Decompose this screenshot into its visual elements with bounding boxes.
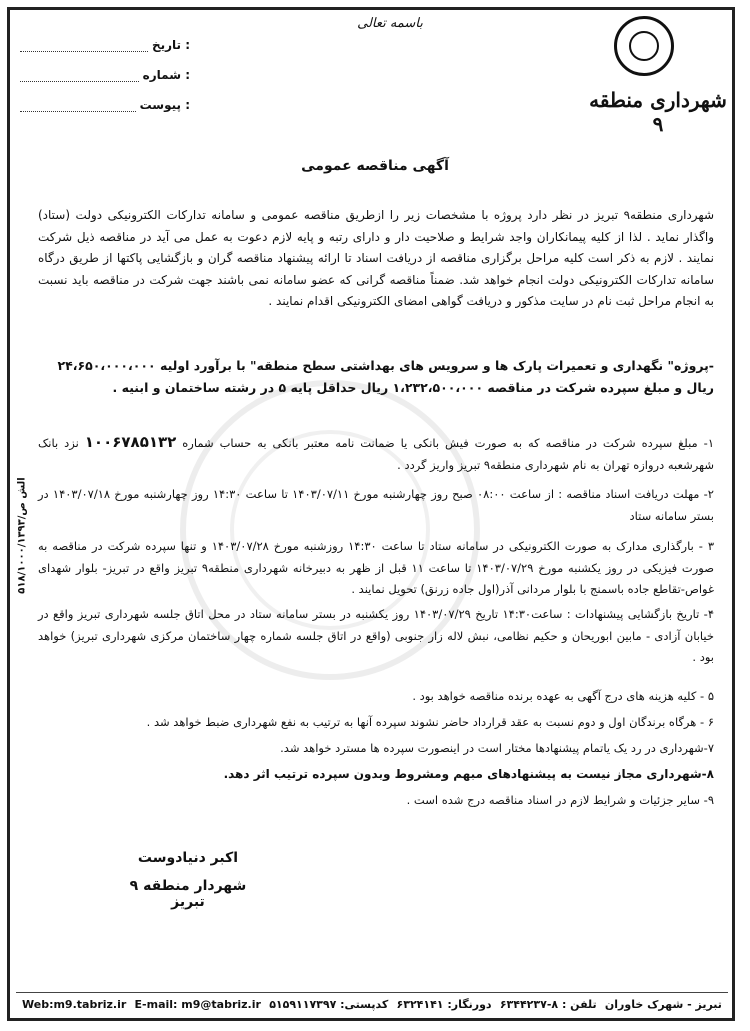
item-5: ۵ - کلیه هزینه های درج آگهی به عهده برنده مناقصه خواهد بود . (412, 689, 714, 703)
item-9: ۹- سایر جزئیات و شرایط لازم در اسناد مناقصه درج شده است . (406, 793, 714, 807)
basmala: باسمه تعالی (357, 16, 423, 31)
footer-address: تبریز - شهرک خاوران (604, 998, 722, 1011)
item-3: ۳ - بارگذاری مدارک به صورت الکترونیکی در سامانه ستاد تا ساعت ۱۴:۳۰ روزشنبه مورخ ۱۴۰۳/۰۷/۲۸ و تنها سپرده شرکت در مناقصه به صورت فیزیکی در روز یکشنبه مورخ ۱۴۰۳/۰۷/۲۹ تا ساعت ۱۱ قبل از ظهر به دبیرخانه شهرداری منطقه۹ تبریز واقع در تبریز- بلوار شهدای غواص-تقاطع جاده باسمنج با بلوار مردانی آذر(اول جاده زرنق) تحویل نمایند . (38, 539, 714, 596)
item-8: ۸-شهرداری مجاز نیست به پیشنهادهای مبهم ومشروط وبدون سپرده ترتیب اثر دهد. (223, 767, 714, 781)
footer-email: E-mail: m9@tabriz.ir (134, 998, 261, 1011)
account-number: ۱۰۰۶۷۸۵۱۳۲ (84, 433, 177, 451)
number-field (20, 68, 190, 82)
side-code: ۵۱۸/۱۰۰۰/الش ص/۱۳۹۳ (16, 477, 28, 594)
footer-phone: تلفن : ۸-۶۳۴۴۲۳۷ (499, 998, 597, 1011)
municipality-logo-icon (614, 16, 674, 76)
attachment-field (20, 98, 190, 112)
signer-position: شهردار منطقه ۹ تبریز (129, 878, 247, 910)
number-label: : شماره (142, 68, 190, 82)
date-field (20, 38, 190, 52)
item-2: ۲- مهلت دریافت اسناد مناقصه : از ساعت ۰۸:۰۰ صبح روز چهارشنبه مورخ ۱۴۰۳/۰۷/۱۱ تا ساعت ۱۴:۳۰ روز چهارشنبه مورخ ۱۴۰۳/۰۷/۱۸ در بستر سامانه ستاد (38, 487, 714, 523)
signer-name: اکبر دنیادوست (137, 850, 239, 866)
project-description: -پروژه" نگهداری و تعمیرات پارک ها و سرویس های بهداشتی سطح منطقه" با برآورد اولیه ۲۴،۶۵۰،۰۰۰،۰۰۰ ریال و مبلغ سپرده شرکت در مناقصه ۱،۲۳۲،۵۰۰،۰۰۰ ریال حداقل پایه ۵ در رشته ساختمان و ابنیه . (57, 358, 714, 395)
intro-paragraph: شهرداری منطقه۹ تبریز در نظر دارد پروژه با مشخصات زیر را ازطریق مناقصه عمومی و سامانه تدارکات الکترونیکی دولت (ستاد) واگذار نماید . لذا از کلیه پیمانکاران واجد شرایط و صلاحیت دار و دارای رتبه و پایه لازم دعوت به عمل می آید در مناقصه ذیل شرکت نمایند . لازم به ذکر است کلیه مراحل برگزاری مناقصه از دریافت اسناد تا ارائه پیشنهاد مناقصه گران و بازگشایی پاکتها از طریق درگاه سامانه تدارکات الکترونیکی دولت انجام خواهد شد. ضمناً مناقصه گرانی که عضو سامانه نمی باشند جهت شرکت در مناقصه باید نسبت به انجام مراحل ثبت نام در سایت مذکور و دریافت گواهی امضای الکترونیکی اقدام نمایند . (38, 208, 714, 308)
notice-title: آگهی مناقصه عمومی (301, 158, 449, 174)
item-4: ۴- تاریخ بازگشایی پیشنهادات : ساعت۱۴:۳۰ تاریخ ۱۴۰۳/۰۷/۲۹ روز یکشنبه در بستر سامانه ستاد در محل اتاق جلسه شهرداری تبریز واقع در خیابان آزادی - مابین ابوریحان و حکیم نظامی، نبش لاله زار جنوبی (واقع در اتاق جلسه شماره چهار ساختمان مرکزی شهرداری تبریز) خواهد بود . (38, 607, 714, 664)
logo-caption: شهرداری منطقه ۹ (589, 88, 727, 136)
footer-web[interactable]: Web:m9.tabriz.ir (22, 998, 127, 1011)
attachment-label: : پیوست (139, 98, 190, 112)
item-6: ۶ - هرگاه برندگان اول و دوم نسبت به عقد قرارداد حاضر نشوند سپرده آنها به ترتیب به نفع شهرداری ضبط خواهد شد . (146, 715, 714, 729)
item-1: ۱- مبلغ سپرده شرکت در مناقصه که به صورت فیش بانکی یا ضمانت نامه معتبر بانکی به حساب شماره ۱۰۰۶۷۸۵۱۳۲ نزد بانک شهرشعبه دروازه تهران به نام شهرداری منطقه۹ تبریز واریز گردد . (38, 433, 714, 472)
footer-fax: دورنگار: ۶۳۲۴۱۴۱ (396, 998, 492, 1011)
footer-postal: کدپستی: ۵۱۵۹۱۱۷۳۹۷ (269, 998, 389, 1011)
date-label: : تاریخ (151, 38, 190, 52)
footer (16, 992, 728, 1016)
item-7: ۷-شهرداری در رد یک یاتمام پیشنهادها مختار است در اینصورت سپرده ها مسترد خواهد شد. (280, 741, 714, 755)
